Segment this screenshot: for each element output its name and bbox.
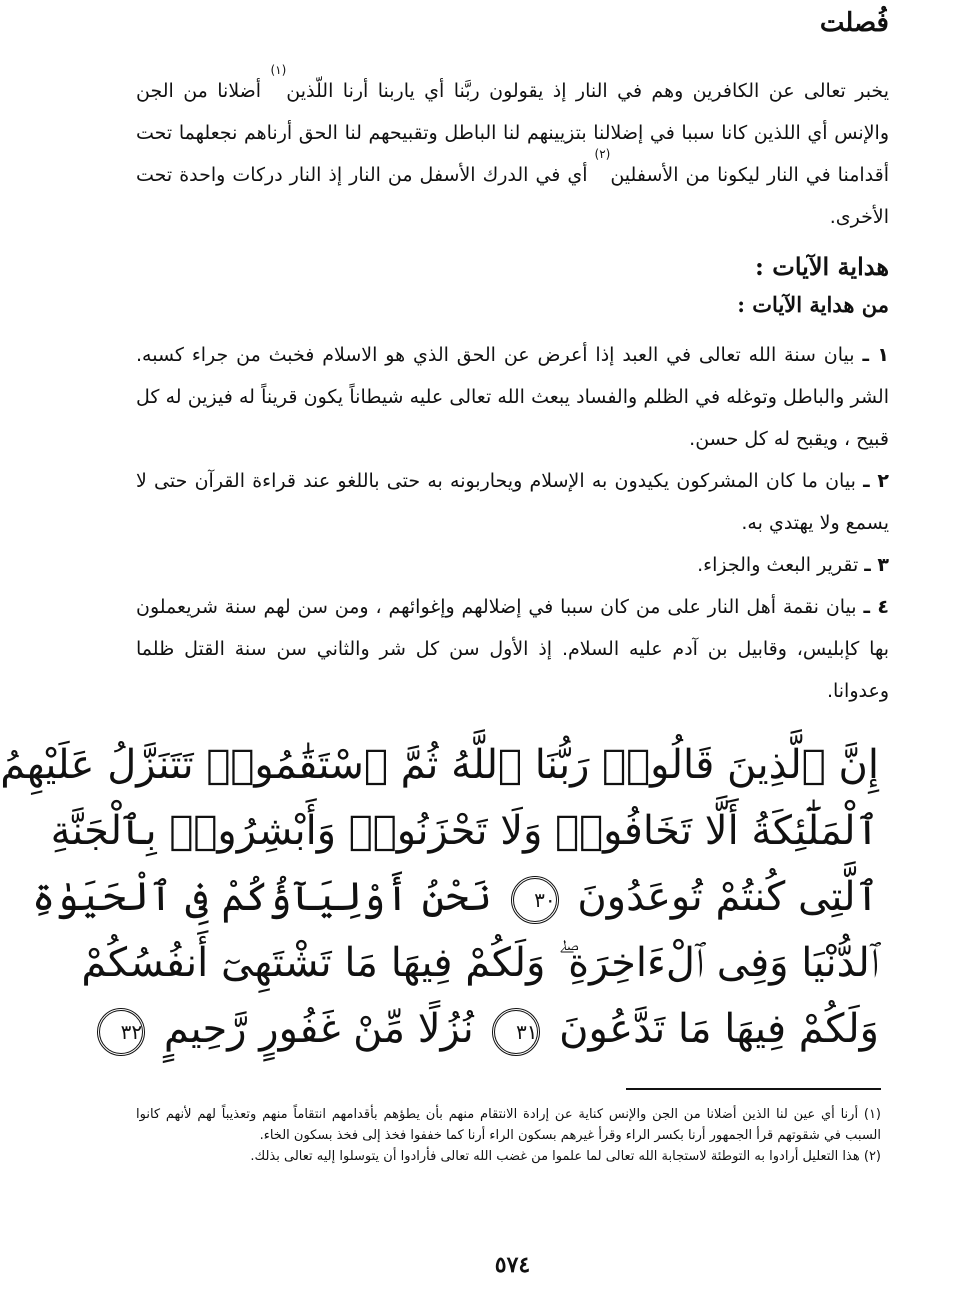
quran-text: نُزُلًا مِّنْ غَفُورٍ رَّحِيمٍ — [163, 1006, 474, 1052]
lesson-item — [136, 544, 889, 586]
tafsir-text-part: أي في الدرك الأسفل من النار إذ النار دركات واحدة تحت الأخرى. — [136, 164, 889, 228]
quran-line: ٱلدُّنْيَا وَفِى ٱلْءَاخِرَةِ ۖ وَلَكُمْ فِيهَا مَا تَشْتَهِىٓ أَنفُسُكُمْ — [81, 940, 879, 986]
lesson-text: بيان نقمة أهل النار على من كان سببا في إضلالهم وإغوائهم ، ومن سن لهم سنة شريعملون بها كإبليس، وقابيل بن آدم عليه السلام. إذ الأول سن كل شر والثاني سن سنة القتل ظلما وعدوانا. — [136, 596, 889, 702]
quran-text: وَلَكُمْ فِيهَا مَا تَدَّعُونَ — [559, 1006, 879, 1052]
lesson-text: بيان ما كان المشركون يكيدون به الإسلام ويحاربونه به حتى باللغو عند قراءة القرآن حتى لا يسمع ولا يهتدي به. — [136, 470, 889, 534]
lesson-text: تقرير البعث والجزاء. — [697, 554, 865, 576]
ayah-number-marker: ٣١ — [492, 1008, 540, 1056]
lesson-number: ١ ـ — [862, 344, 890, 366]
footnote-1: (١) أرنا أي عين لنا الذين أضلانا من الجن والإنس كناية عن إرادة الانتقام منهم بأن يطؤهم بأقدامهم انتقاماً منهم وتعذيباً لهم لأنهم كانوا السبب في شقوتهم قرأ الجمهور أرنا بكسر الراء وقرأ غيرهم بسكون الراء أرنا كما خففوا فخذ إلى فخذ بسكون الخاء. — [136, 1107, 881, 1143]
quran-line — [31, 864, 879, 930]
page-number: ٥٧٤ — [494, 1252, 531, 1278]
ayah-number-marker: ٣٠ — [511, 876, 559, 924]
quran-text: ٱلَّتِى كُنتُمْ تُوعَدُونَ — [577, 874, 879, 920]
footnote-divider — [626, 1088, 881, 1090]
lesson-text: بيان سنة الله تعالى في العبد إذا أعرض عن الحق الذي هو الاسلام فخبث من جراء كسبه. الشر والباطل وتوغله في الظلم والفساد يبعث الله تعالى عليه شيطاناً يكون قريناً له فيزين له كل قبيح ، ويقبح له كل حسن. — [136, 344, 889, 450]
quran-verses — [0, 732, 879, 1062]
surah-title: فُصلت — [819, 8, 889, 38]
quran-line: إِنَّ ٱلَّذِينَ قَالُوا۟ رَبُّنَا ٱللَّهُ ثُمَّ ٱسْتَقَٰمُوا۟ تَتَنَزَّلُ عَلَيْهِمُ — [0, 742, 879, 788]
footnote-ref-1[interactable]: (١) — [270, 63, 287, 77]
quran-line — [120, 996, 879, 1062]
lessons-list — [136, 334, 889, 712]
tafsir-paragraph — [136, 63, 889, 238]
footnote-ref-2[interactable]: (٢) — [594, 147, 611, 161]
section-subheading: من هداية الآيات : — [737, 292, 889, 317]
quran-text: نَحْنُ أَوْلِيَآؤُكُمْ فِى ٱلْحَيَوٰةِ — [31, 874, 492, 920]
lesson-item — [136, 334, 889, 460]
ayah-number-marker: ٣٢ — [97, 1008, 145, 1056]
footnotes — [136, 1104, 881, 1167]
quran-line: ٱلْمَلَٰٓئِكَةُ أَلَّا تَخَافُوا۟ وَلَا تَحْزَنُوا۟ وَأَبْشِرُوا۟ بِٱلْجَنَّةِ — [50, 808, 879, 854]
lesson-number: ٢ ـ — [863, 470, 889, 492]
lesson-number: ٤ ـ — [863, 596, 890, 618]
lesson-number: ٣ ـ — [864, 554, 889, 576]
tafsir-text-part: يخبر تعالى عن الكافرين وهم في النار إذ يقولون ربَّنا أي ياربنا أرنا اللّذين — [286, 80, 889, 102]
tafsir-text-part: أضلانا من الجن والإنس أي اللذين كانا سببا في إضلالنا بتزيينهم لنا الباطل وتقبيحهم لنا الحق أرناهم نجعلهما تحت أقدامنا في النار ليكونا من الأسفلين — [136, 80, 889, 186]
lesson-item — [136, 586, 889, 712]
footnote-2: (٢) هذا التعليل أرادوا به التوطئة لاستجابة الله تعالى لما علموا من غضب الله تعالى فأرادوا أن يتوسلوا إليه تعالى بذلك. — [250, 1149, 881, 1164]
lesson-item — [136, 460, 889, 544]
section-heading: هداية الآيات : — [755, 252, 889, 281]
